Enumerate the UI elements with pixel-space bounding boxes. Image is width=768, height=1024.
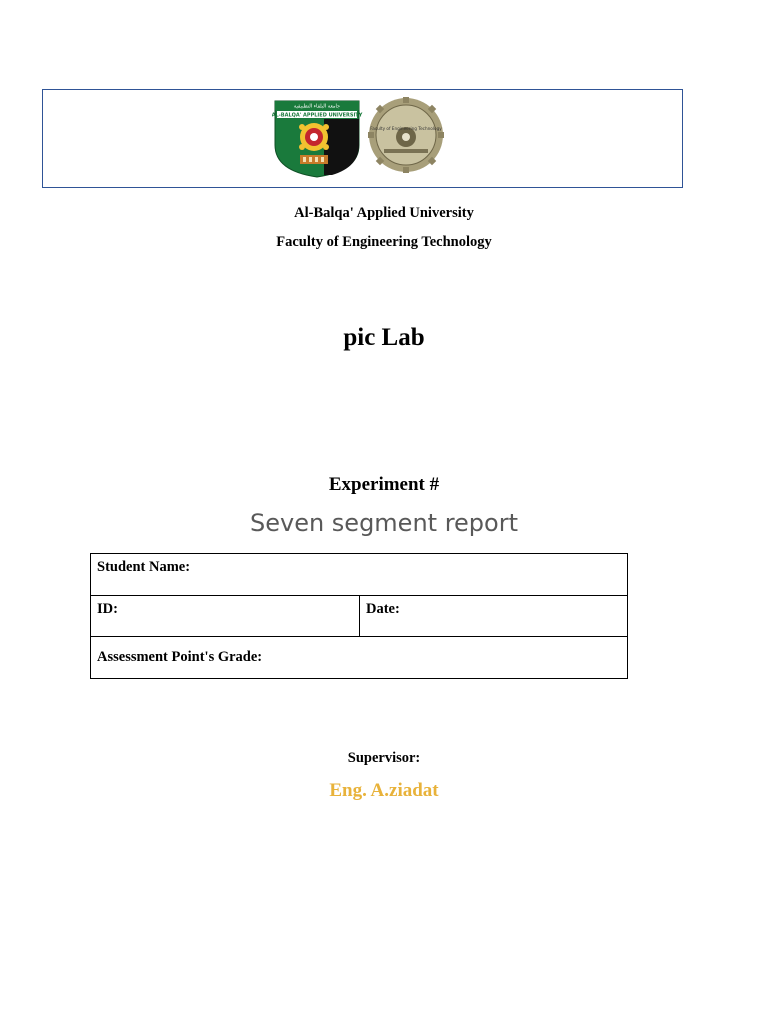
faculty-name: Faculty of Engineering Technology [276,234,492,250]
student-name-label: Student Name: [97,559,191,575]
student-info-table [90,553,628,679]
svg-text:AL-BALQA' APPLIED UNIVERSITY: AL-BALQA' APPLIED UNIVERSITY [272,112,363,119]
report-title: Seven segment report [249,509,518,537]
university-name: Al-Balqa' Applied University [294,205,474,221]
experiment-label: Experiment # [328,474,440,495]
id-label: ID: [97,601,118,617]
grade-label: Assessment Point's Grade: [97,649,263,665]
student-name-cell[interactable] [91,554,628,596]
svg-text:جامعة البلقاء التطبيقية: جامعة البلقاء التطبيقية [293,103,341,110]
university-logos [272,97,452,179]
table-row [91,554,628,596]
date-cell[interactable] [360,596,628,637]
course-title: pic Lab [343,324,425,351]
id-cell[interactable] [91,596,360,637]
svg-text:Faculty of Engineering Technol: Faculty of Engineering Technology [370,126,442,131]
grade-cell[interactable] [91,637,628,679]
supervisor-label: Supervisor: [347,750,421,766]
date-label: Date: [366,601,400,617]
supervisor-name: Eng. A.ziadat [329,780,439,801]
engineering-faculty-logo [368,97,444,173]
table-row [91,596,628,637]
balqa-university-logo [272,101,363,177]
table-row [91,637,628,679]
